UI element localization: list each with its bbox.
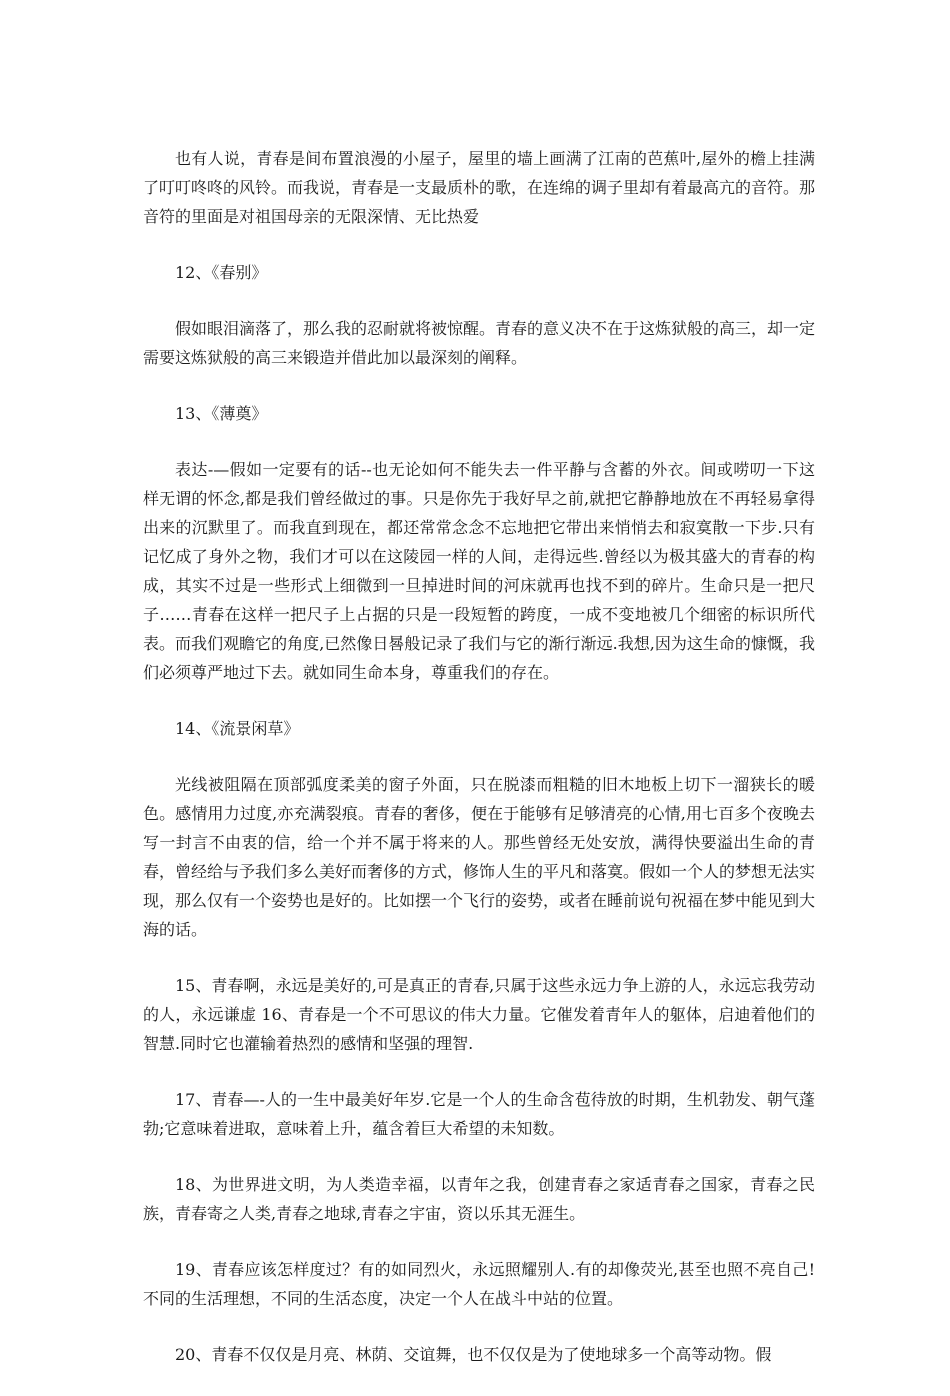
document-page — [143, 144, 815, 1396]
paragraph-intro: 也有人说，青春是间布置浪漫的小屋子，屋里的墙上画满了江南的芭蕉叶,屋外的檐上挂满了叮叮咚咚的风铃。而我说，青春是一支最质朴的歌，在连绵的调子里却有着最高亢的音符。那音符的里面是对祖国母亲的无限深情、无比热爱 — [143, 149, 816, 226]
paragraph-15-16: 15、青春啊，永远是美好的,可是真正的青春,只属于这些永远力争上游的人，永远忘我劳动的人，永远谦虚 16、青春是一个不可思议的伟大力量。它催发着青年人的躯体，启迪着他们的智慧.同时它也灌输着热烈的感情和坚强的理智. — [143, 976, 815, 1053]
paragraph-18: 18、为世界进文明，为人类造幸福，以青年之我，创建青春之家适青春之国家，青春之民族，青春寄之人类,青春之地球,青春之宇宙，资以乐其无涯生。 — [143, 1175, 815, 1223]
paragraph-19: 19、青春应该怎样度过？有的如同烈火，永远照耀别人.有的却像荧光,甚至也照不亮自己!不同的生活理想，不同的生活态度，决定一个人在战斗中站的位置。 — [143, 1260, 815, 1308]
paragraph-13: 表达-—假如一定要有的话--也无论如何不能失去一件平静与含蓄的外衣。间或唠叨一下这样无谓的怀念,都是我们曾经做过的事。只是你先于我好早之前,就把它静静地放在不再轻易拿得出来的沉默里了。而我直到现在，都还常常念念不忘地把它带出来悄悄去和寂寞散一下步.只有记忆成了身外之物，我们才可以在这陵园一样的人间，走得远些.曾经以为极其盛大的青春的构成，其实不过是一些形式上细微到一旦掉进时间的河床就再也找不到的碎片。生命只是一把尺子……青春在这样一把尺子上占据的只是一段短暂的跨度，一成不变地被几个细密的标识所代表。而我们观瞻它的角度,已然像日晷般记录了我们与它的渐行渐远.我想,因为这生命的慷慨，我们必须尊严地过下去。就如同生命本身，尊重我们的存在。 — [143, 460, 815, 682]
paragraph-14: 光线被阻隔在顶部弧度柔美的窗子外面，只在脱漆而粗糙的旧木地板上切下一溜狭长的暖色。感情用力过度,亦充满裂痕。青春的奢侈，便在于能够有足够清亮的心情,用七百多个夜晚去写一封言不由衷的信，给一个并不属于将来的人。那些曾经无处安放，满得快要溢出生命的青春，曾经给与予我们多么美好而奢侈的方式，修饰人生的平凡和落寞。假如一个人的梦想无法实现，那么仅有一个姿势也是好的。比如摆一个飞行的姿势，或者在睡前说句祝福在梦中能见到大海的话。 — [143, 775, 816, 939]
heading-13: 13、《薄奠》 — [175, 404, 268, 423]
heading-12: 12、《春别》 — [175, 263, 268, 282]
paragraph-12: 假如眼泪滴落了，那么我的忍耐就将被惊醒。青春的意义决不在于这炼狱般的高三，却一定需要这炼狱般的高三来锻造并借此加以最深刻的阐释。 — [143, 319, 816, 367]
heading-14: 14、《流景闲草》 — [175, 719, 300, 738]
paragraph-20: 20、青春不仅仅是月亮、林荫、交谊舞，也不仅仅是为了使地球多一个高等动物。假 — [175, 1345, 772, 1364]
paragraph-17: 17、青春—-人的一生中最美好年岁.它是一个人的生命含苞待放的时期，生机勃发、朝气蓬勃;它意味着进取，意味着上升，蕴含着巨大希望的未知数。 — [143, 1090, 815, 1138]
